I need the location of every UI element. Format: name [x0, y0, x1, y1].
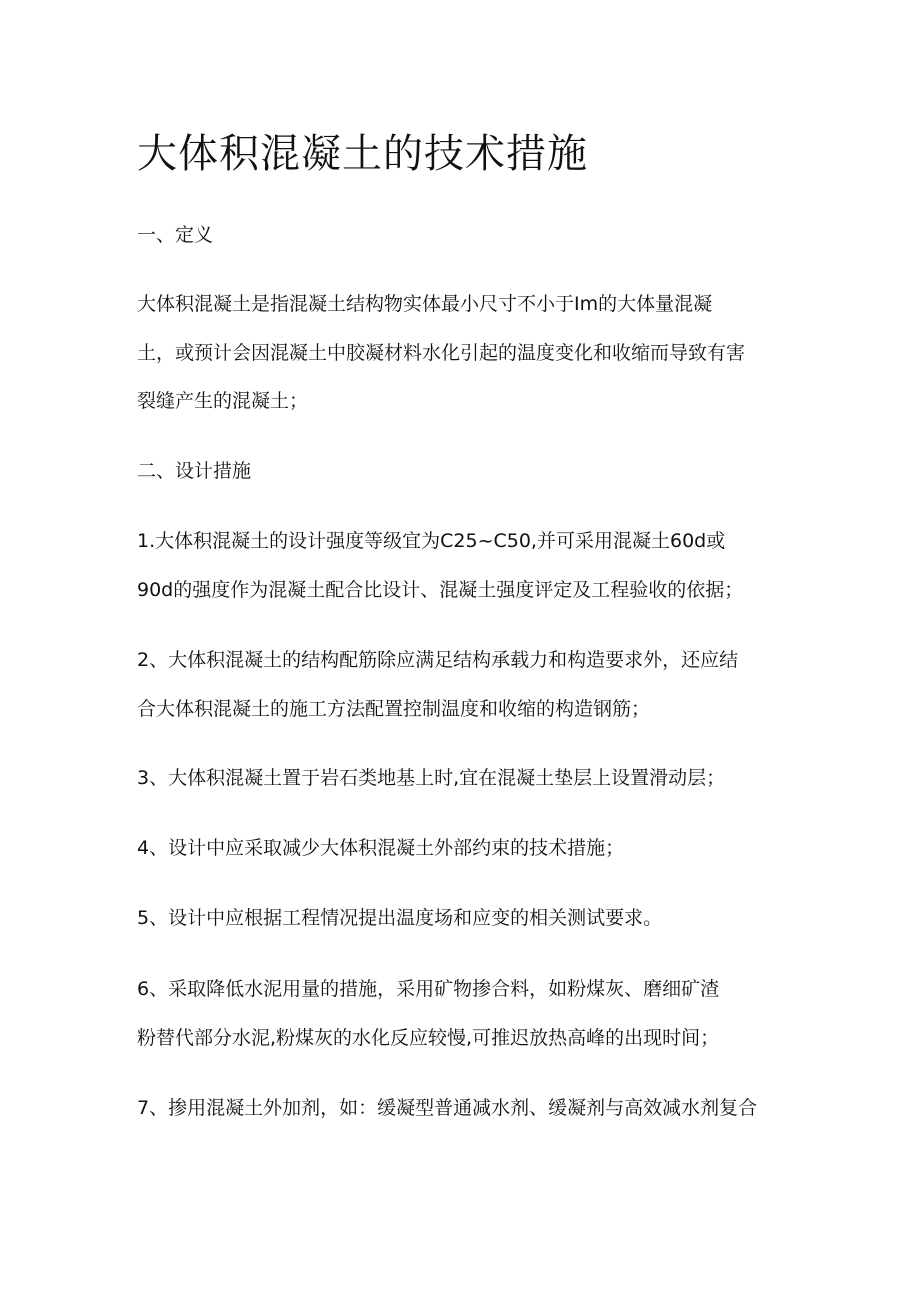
- paragraph-line: 90d的强度作为混凝土配合比设计、混凝土强度评定及工程验收的依据；: [137, 579, 744, 601]
- paragraph-line: 粉替代部分水泥,粉煤灰的水化反应较慢,可推迟放热高峰的出现时间；: [137, 1027, 720, 1049]
- section-heading-definition: 一、定义: [137, 224, 214, 246]
- document-title: 大体积混凝土的技术措施: [137, 131, 588, 177]
- paragraph-line: 4、设计中应采取减少大体积混凝土外部约束的技术措施；: [137, 837, 625, 859]
- paragraph-line: 5、设计中应根据工程情况提出温度场和应变的相关测试要求。: [137, 907, 663, 929]
- paragraph-line: 3、大体积混凝土置于岩石类地基上时,宜在混凝土垫层上设置滑动层；: [137, 767, 726, 789]
- paragraph-line: 大体积混凝土是指混凝土结构物实体最小尺寸不小于Im的大体量混凝: [137, 293, 713, 315]
- paragraph-line: 2、大体积混凝土的结构配筋除应满足结构承载力和构造要求外，还应结: [137, 649, 739, 671]
- paragraph-line: 合大体积混凝土的施工方法配置控制温度和收缩的构造钢筋；: [137, 698, 651, 720]
- paragraph-line: 7、掺用混凝土外加剂，如：缓凝型普通减水剂、缓凝剂与高效减水剂复合: [137, 1097, 758, 1119]
- section-heading-design-measures: 二、设计措施: [137, 460, 252, 482]
- paragraph-line: 裂缝产生的混凝土；: [137, 390, 309, 412]
- paragraph-line: 土，或预计会因混凝土中胶凝材料水化引起的温度变化和收缩而导致有害: [137, 342, 746, 364]
- paragraph-line: 6、采取降低水泥用量的措施，采用矿物掺合料，如粉煤灰、磨细矿渣: [137, 978, 720, 1000]
- paragraph-line: 1.大体积混凝土的设计强度等级宜为C25~C50,并可采用混凝土60d或: [137, 530, 726, 552]
